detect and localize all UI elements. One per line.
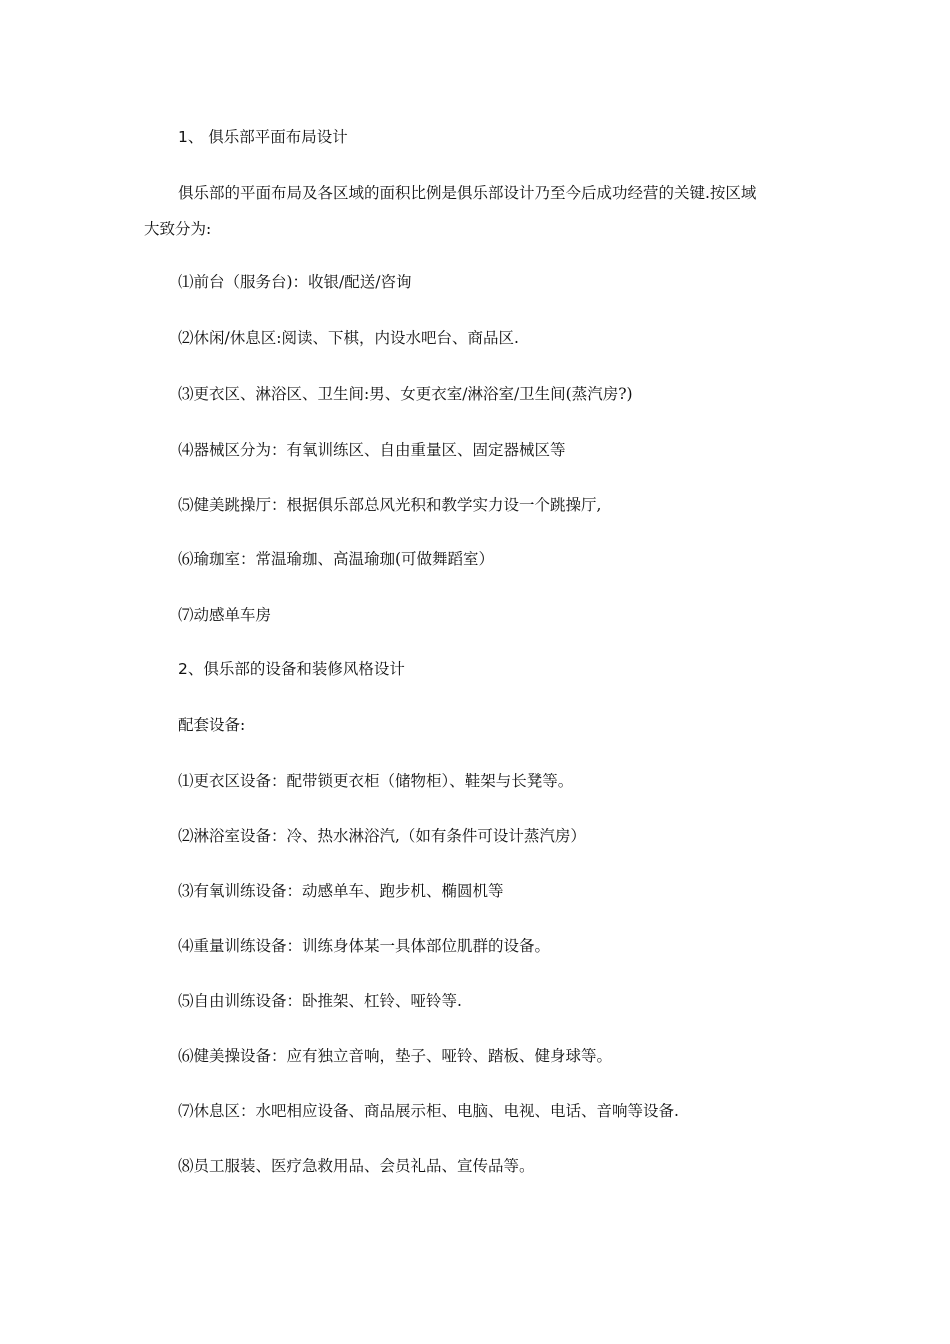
section1-heading: 1、 俱乐部平面布局设计 <box>178 128 348 146</box>
section2-item: ⑴更衣区设备：配带锁更衣柜（储物柜）、鞋架与长凳等。 <box>178 772 574 790</box>
section1-item: ⑺动感单车房 <box>178 606 272 624</box>
section1-item: ⑸健美跳操厅：根据俱乐部总风光积和教学实力设一个跳操厅, <box>178 496 602 514</box>
section1-intro-line2: 大致分为: <box>144 220 212 238</box>
section2-item: ⑹健美操设备：应有独立音响，垫子、哑铃、踏板、健身球等。 <box>178 1047 613 1065</box>
section2-item: ⑶有氧训练设备：动感单车、跑步机、椭圆机等 <box>178 882 504 900</box>
section1-intro-line1: 俱乐部的平面布局及各区域的面积比例是俱乐部设计乃至今后成功经营的关键.按区域 <box>178 184 757 202</box>
section1-item: ⑷器械区分为：有氧训练区、自由重量区、固定器械区等 <box>178 441 566 459</box>
section1-item: ⑵休闲/休息区:阅读、下棋，内设水吧台、商品区. <box>178 329 519 347</box>
section1-item: ⑶更衣区、淋浴区、卫生间:男、女更衣室/淋浴室/卫生间(蒸汽房?) <box>178 385 633 403</box>
section2-heading: 2、俱乐部的设备和装修风格设计 <box>178 660 405 678</box>
section2-subheading: 配套设备: <box>178 716 246 734</box>
section1-item: ⑹瑜珈室：常温瑜珈、高温瑜珈(可做舞蹈室） <box>178 550 495 568</box>
section2-item: ⑸自由训练设备：卧推架、杠铃、哑铃等. <box>178 992 462 1010</box>
section2-item: ⑵淋浴室设备：冷、热水淋浴汽,（如有条件可设计蒸汽房） <box>178 827 586 845</box>
section2-item: ⑷重量训练设备：训练身体某一具体部位肌群的设备。 <box>178 937 551 955</box>
section1-item: ⑴前台（服务台)：收银/配送/咨询 <box>178 273 412 291</box>
section2-item: ⑺休息区：水吧相应设备、商品展示柜、电脑、电视、电话、音响等设备. <box>178 1102 679 1120</box>
section2-item: ⑻员工服装、医疗急救用品、会员礼品、宣传品等。 <box>178 1157 535 1175</box>
